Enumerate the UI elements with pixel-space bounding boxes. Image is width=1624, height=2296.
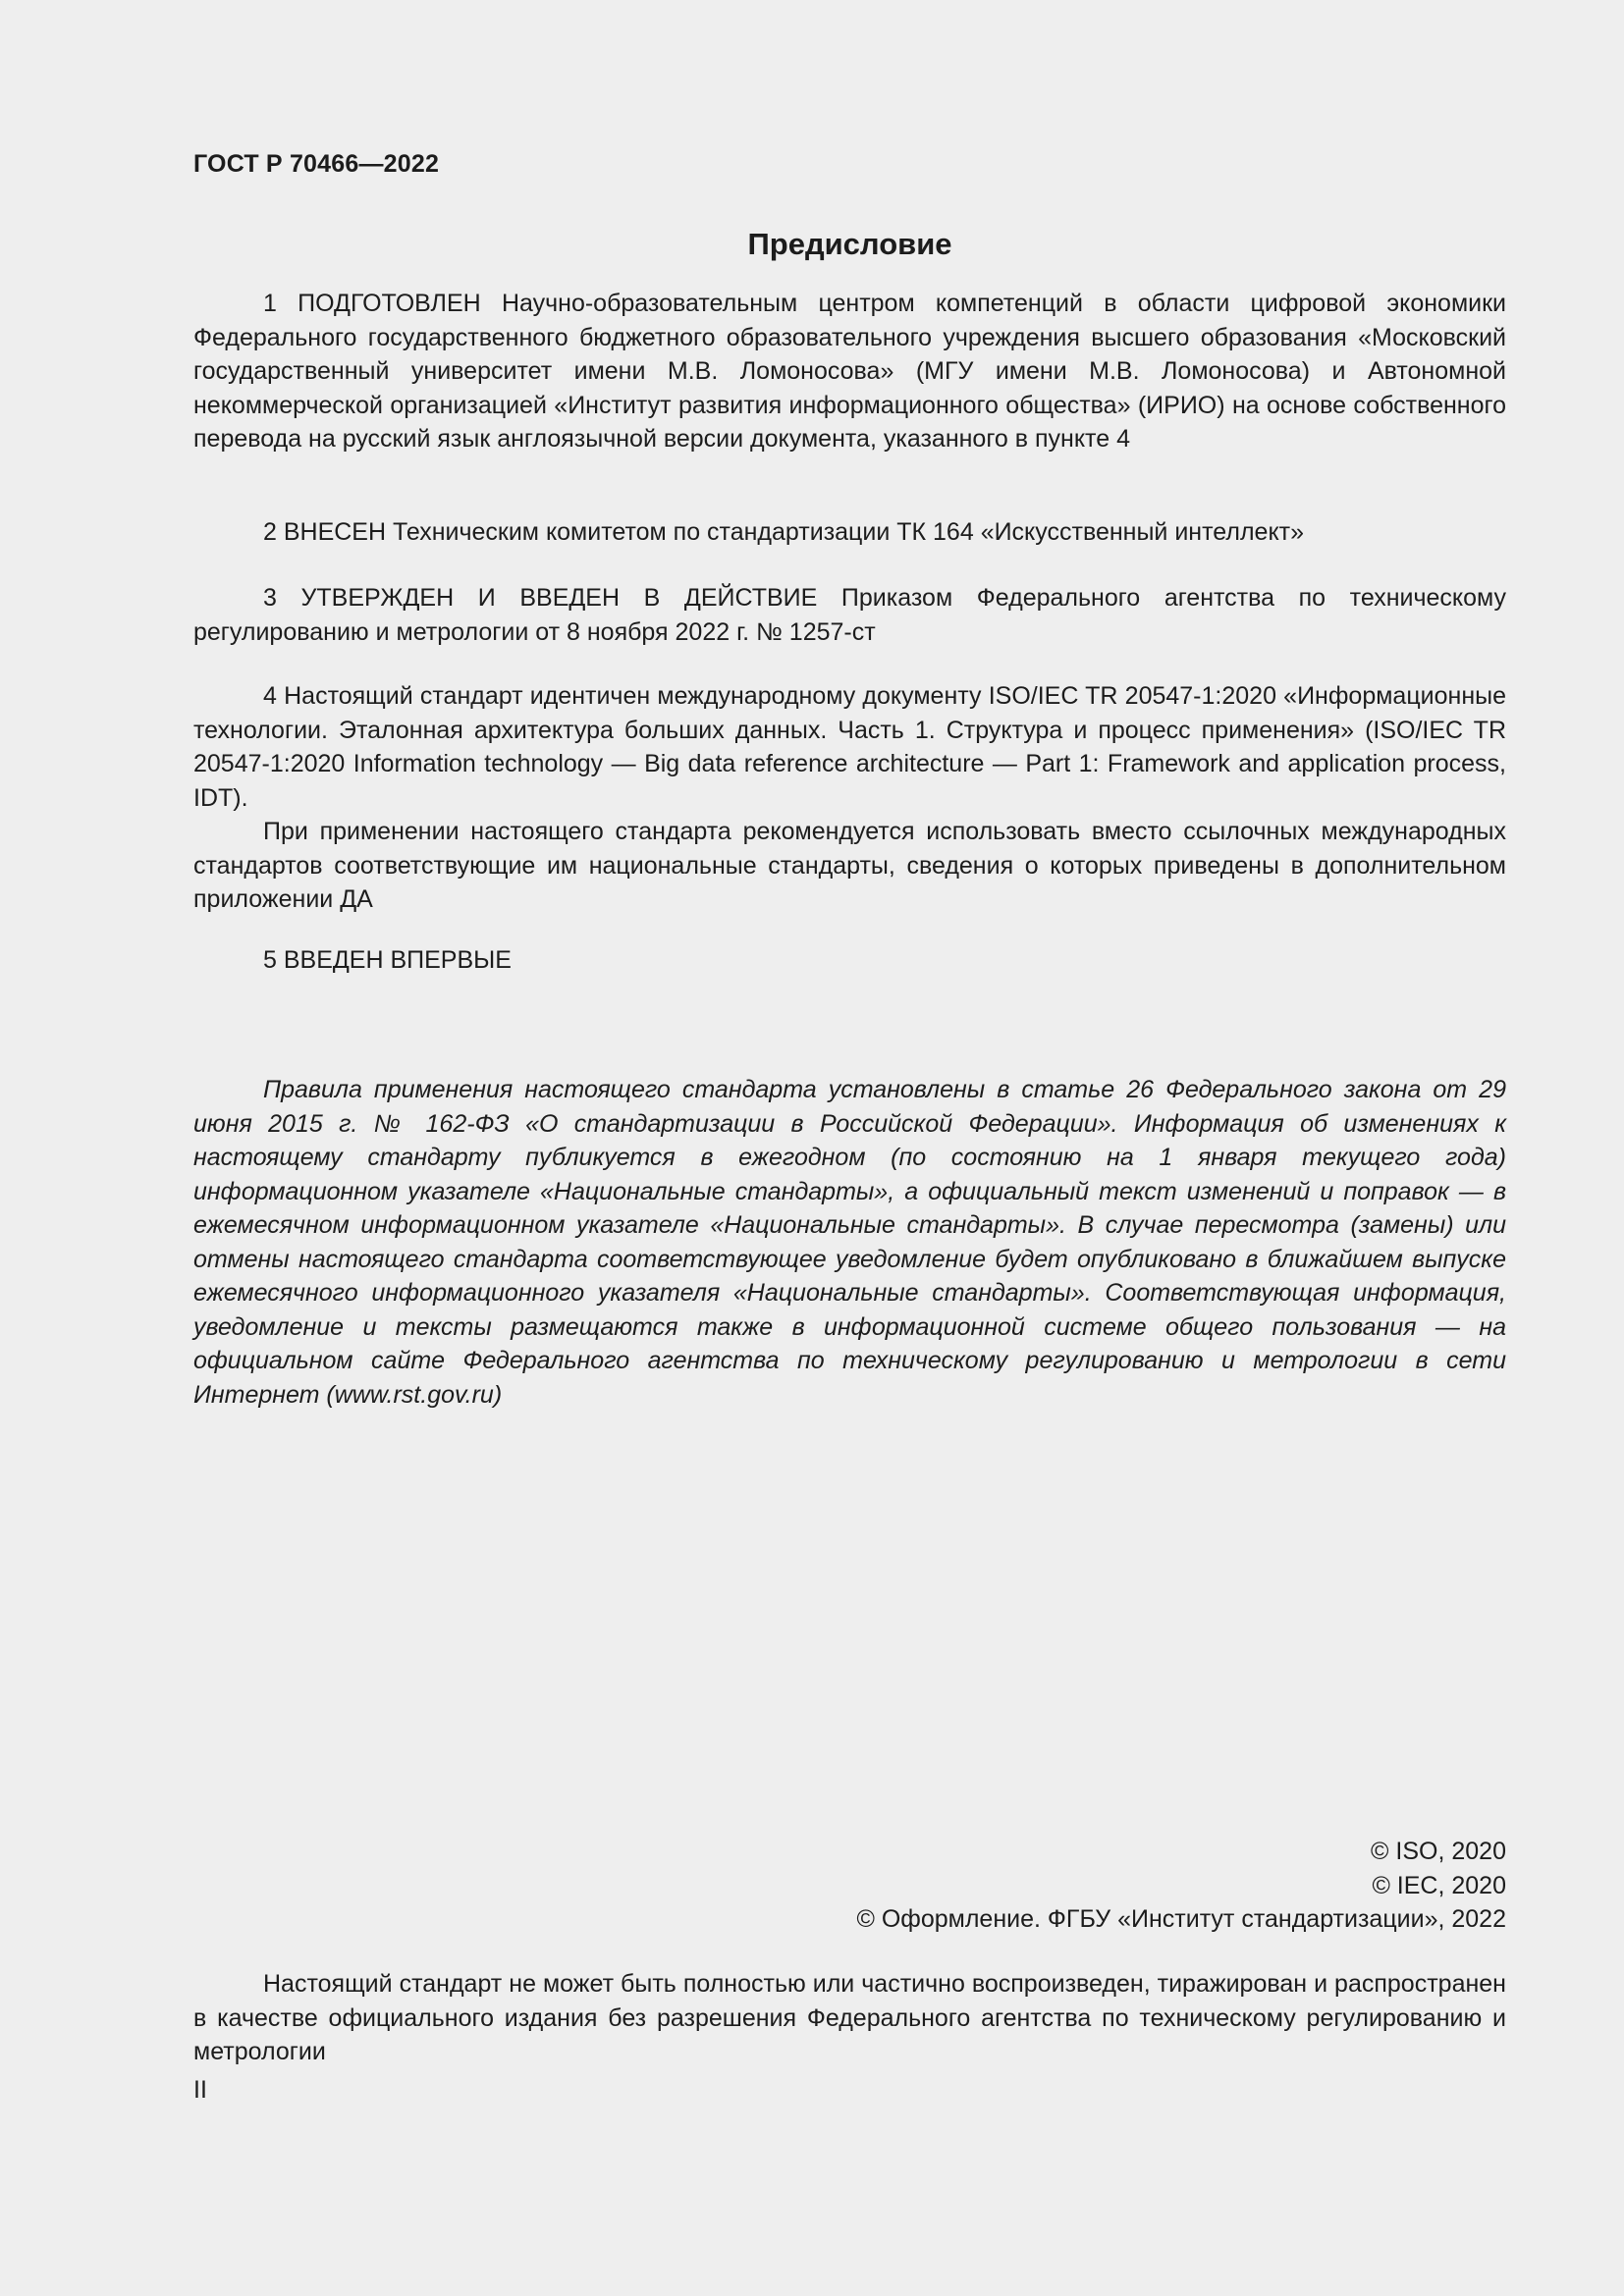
application-rules-notice: Правила применения настоящего стандарта установлены в статье 26 Федерального закона от 29 июня 2015 г. № 162-ФЗ «О стандартизации в Российской Федерации». Информация об изменениях к настоящему стандарту публикуется в ежегодном (по состоянию на 1 января текущего года) информационном указателе «Национальные стандарты», а официальный текст изменений и поправок — в ежемесячном информационном указателе «Национальные стандарты». В случае пересмотра (замены) или отмены настоящего стандарта соответствующее уведомление будет опубликовано в ближайшем выпуске ежемесячного информационного указателя «Национальные стандарты». Соответствующая информация, уведомление и тексты размещаются также в информационной системе общего пользования — на официальном сайте Федерального агентства по техническому регулированию и метрологии в сети Интернет (www.rst.gov.ru) — [193, 1076, 1506, 1409]
foreword-item-2: 2 ВНЕСЕН Техническим комитетом по стандартизации ТК 164 «Искусственный интеллект» — [263, 518, 1305, 546]
foreword-item-3: 3 УТВЕРЖДЕН И ВВЕДЕН В ДЕЙСТВИЕ Приказом Федерального агентства по техническому регулированию и метрологии от 8 ноября 2022 г. № 1257-ст — [193, 584, 1506, 646]
copyright-design: © Оформление. ФГБУ «Институт стандартизации», 2022 — [856, 1905, 1506, 1933]
page-number: II — [193, 2076, 207, 2104]
foreword-item-5: 5 ВВЕДЕН ВПЕРВЫЕ — [263, 946, 512, 974]
page-title: Предисловие — [747, 227, 952, 261]
foreword-item-1: 1 ПОДГОТОВЛЕН Научно-образовательным центром компетенций в области цифровой экономики Федерального государственного бюджетного образовательного учреждения высшего образования «Московский государственный университет имени М.В. Ломоносова» (МГУ имени М.В. Ломоносова) и Автономной некоммерческой организацией «Институт развития информационного общества» (ИРИО) на основе собственного перевода на русский язык англоязычной версии документа, указанного в пункте 4 — [193, 290, 1506, 453]
copyright-block — [193, 1835, 1506, 1937]
copyright-iso: © ISO, 2020 — [1371, 1838, 1506, 1865]
foreword-item-4: 4 Настоящий стандарт идентичен международному документу ISO/IEC TR 20547-1:2020 «Информационные технологии. Эталонная архитектура больших данных. Часть 1. Структура и процесс применения» (ISO/IEC TR 20547-1:2020 Information technology — Big data reference architecture — Part 1: Framework and application process, IDT). — [193, 682, 1506, 812]
foreword-item-4-note: При применении настоящего стандарта рекомендуется использовать вместо ссылочных международных стандартов соответствующие им национальные стандарты, сведения о которых приведены в дополнительном приложении ДА — [193, 818, 1506, 913]
copyright-iec: © IEC, 2020 — [1372, 1871, 1506, 1899]
reproduction-notice: Настоящий стандарт не может быть полностью или частично воспроизведен, тиражирован и распространен в качестве официального издания без разрешения Федерального агентства по техническому регулированию и метрологии — [193, 1970, 1506, 2065]
document-code: ГОСТ Р 70466—2022 — [193, 150, 440, 178]
